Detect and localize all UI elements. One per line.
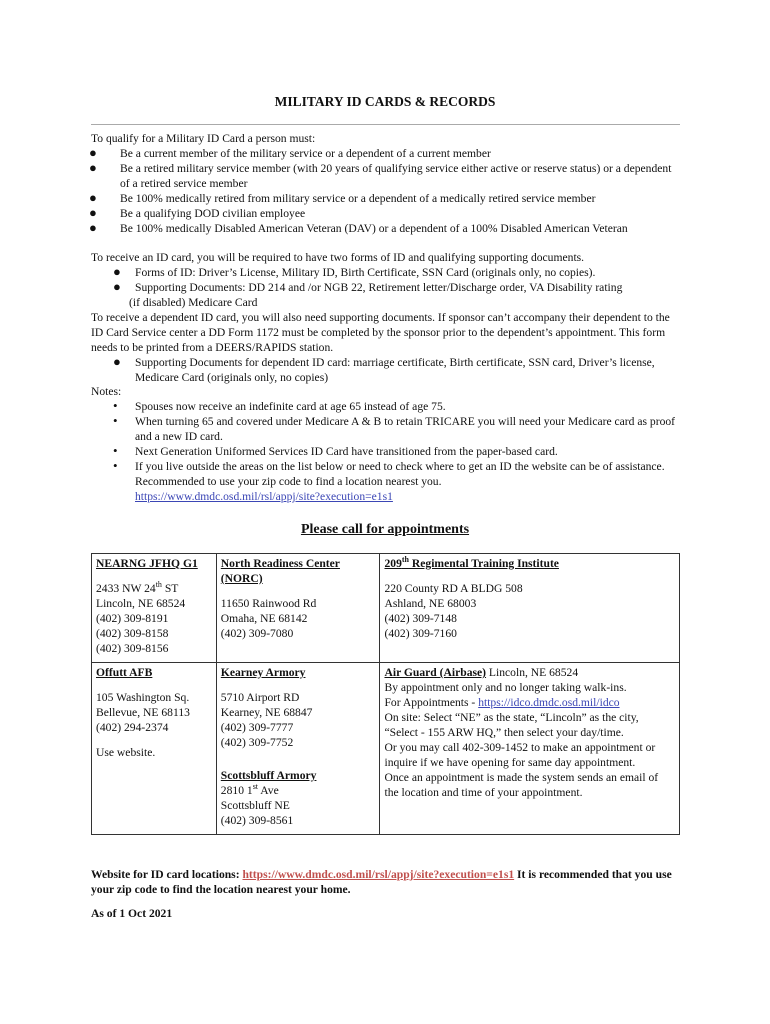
qualify-section [91,131,683,236]
location-city: Kearney, NE 68847 [220,706,313,719]
location-phone: (402) 309-7160 [384,627,457,640]
location-name: 209th Regimental Training Institute [384,555,559,570]
location-phone: (402) 309-7080 [220,627,294,640]
location-name: Air Guard (Airbase) [384,666,487,679]
bullet-icon: • [113,413,118,428]
location-address: 220 County RD A BLDG 508 [384,582,523,595]
bullet-icon: ● [89,205,97,220]
list-item: • Spouses now receive an indefinite card at age 65 instead of age 75. [113,398,446,413]
location-name: Offutt AFB [96,666,153,679]
receive-list [91,265,683,295]
bullet-icon: • [113,458,118,473]
location-offutt [92,663,217,835]
bullet-icon: ● [89,145,97,160]
location-address: 5710 Airport RD [220,691,300,704]
airguard-appt: For Appointments - https://idco.dmdc.osd.mil/idco [384,696,620,709]
location-phone: (402) 309-7777 [220,721,294,734]
receive-intro: To receive an ID card, you will be required to have two forms of ID and qualifying supporting documents. [91,251,585,264]
location-phone: (402) 309-7752 [220,736,294,749]
appointments-heading: Please call for appointments [300,522,470,537]
location-address: 2810 1st Ave [220,782,279,797]
location-city: Scottsbluff NE [220,799,290,812]
dependent-list [91,355,683,385]
bullet-icon: • [113,443,118,458]
qualify-list [89,146,683,236]
location-phone: (402) 309-7148 [384,612,457,625]
list-item: ● Supporting Documents for dependent ID card: marriage certificate, Birth certificate, SSN card, Driver’s license, Medicare Card (originals only, no copies) [113,354,655,384]
location-header: Air Guard (Airbase) Lincoln, NE 68524 [384,666,579,679]
bullet-icon: ● [89,190,97,205]
bullet-icon: ● [113,279,121,294]
table-row [92,554,680,663]
location-airguard [380,663,680,835]
location-phone: (402) 309-8156 [96,642,169,655]
location-phone: (402) 309-8191 [96,612,169,625]
notes-label: Notes: [91,385,122,398]
airguard-onsite: On site: Select “NE” as the state, “Lincoln” as the city, “Select - 155 ARW HQ,” then select your day/time. [384,711,639,739]
airguard-call: Or you may call 402-309-1452 to make an appointment or inquire if we have opening for same day appointment. [384,741,656,769]
location-address: 11650 Rainwood Rd [220,597,317,610]
locator-link[interactable]: https://www.dmdc.osd.mil/rsl/appj/site?execution=e1s1 [135,490,393,503]
location-phone: (402) 294-2374 [96,721,169,734]
list-item: ● Be 100% medically Disabled American Veteran (DAV) or a dependent of a 100% Disabled American Veteran [89,220,628,235]
location-kearney [216,663,380,835]
receive-items-cont: (if disabled) Medicare Card [129,296,258,309]
title-divider [91,124,680,125]
location-norc [216,554,380,663]
airguard-once: Once an appointment is made the system sends an email of the location and time of your appointment. [384,771,659,799]
receive-section [91,250,683,385]
list-item: ● Supporting Documents: DD 214 and /or NGB 22, Retirement letter/Discharge order, VA Disability rating [113,279,623,294]
list-item: • When turning 65 and covered under Medicare A & B to retain TRICARE you will need your Medicare card as proof and a new ID card. [113,413,676,443]
location-phone: (402) 309-8561 [220,814,294,827]
list-item: ● Be 100% medically retired from military service or a dependent of a medically retired service member [89,190,596,205]
location-rti [380,554,680,663]
list-item: ● Forms of ID: Driver’s License, Military ID, Birth Certificate, SSN Card (originals only, no copies). [113,264,596,279]
notes-section [91,384,683,504]
location-city: Lincoln, NE 68524 [96,597,186,610]
bullet-icon: ● [113,354,121,369]
location-phone: (402) 309-8158 [96,627,169,640]
list-item: ● Be a current member of the military service or a dependent of a current member [89,145,491,160]
list-item: ● Be a qualifying DOD civilian employee [89,205,306,220]
location-address: 2433 NW 24th ST [96,580,179,595]
notes-list [91,399,683,504]
bullet-icon: ● [89,160,97,175]
bullet-icon: ● [113,264,121,279]
location-city: Omaha, NE 68142 [220,612,308,625]
location-name: North Readiness Center (NORC) [220,557,340,585]
table-row [92,663,680,835]
dependent-paragraph: To receive a dependent ID card, you will also need supporting documents. If sponsor can’t accompany their dependent to the ID Card Service center a DD Form 1172 must be completed by the sponsor prior to the dependent’s appointment. This form needs to be printed from a DEERS/RAPIDS station. [91,311,670,354]
list-item: • If you live outside the areas on the list below or need to check where to get an ID the website can be of assistance. Recommended to use your zip code to find a location nearest you. https://www.dmdc.osd.mil/rsl/appj/site?execution=e1s1 [113,458,665,503]
list-item: ● Be a retired military service member (with 20 years of qualifying service either active or reserve status) or a dependent of a retired service member [89,160,672,190]
location-note: Use website. [96,746,156,759]
page-title: MILITARY ID CARDS & RECORDS [274,94,496,109]
location-name: Kearney Armory [220,666,306,679]
airguard-line1: By appointment only and no longer taking walk-ins. [384,681,627,694]
footer-website: Website for ID card locations: https://www.dmdc.osd.mil/rsl/appj/site?execution=e1s1 It is recommended that you use your zip code to find the location nearest your home. [91,868,672,896]
location-name: NEARNG JFHQ G1 [96,557,198,570]
qualify-intro: To qualify for a Military ID Card a person must: [91,132,316,145]
location-jfhq [92,554,217,663]
location-city: Bellevue, NE 68113 [96,706,190,719]
bullet-icon: ● [89,220,97,235]
bullet-icon: • [113,398,118,413]
footer-locator-link[interactable]: https://www.dmdc.osd.mil/rsl/appj/site?execution=e1s1 [242,868,515,881]
list-item: • Next Generation Uniformed Services ID Card have transitioned from the paper-based card. [113,443,558,458]
idco-link[interactable]: https://idco.dmdc.osd.mil/idco [478,696,620,709]
location-city: Ashland, NE 68003 [384,597,477,610]
location-address: 105 Washington Sq. [96,691,190,704]
as-of-date: As of 1 Oct 2021 [91,907,173,920]
locations-table [91,553,680,835]
location-name: Scottsbluff Armory [220,769,317,782]
